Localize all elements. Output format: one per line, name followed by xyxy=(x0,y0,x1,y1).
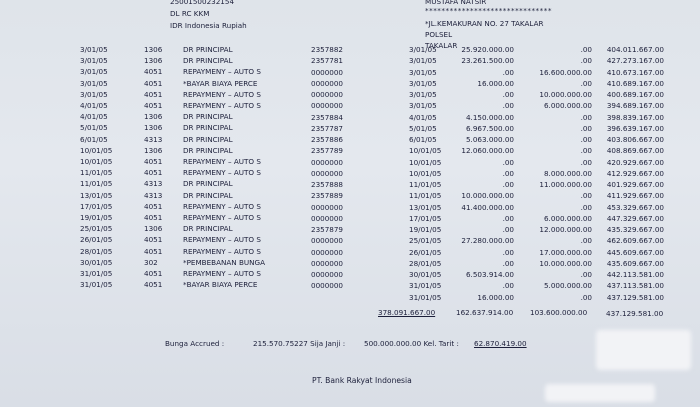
address-line-1: *JL.KEMAKURAN NO. 27 TAKALAR xyxy=(425,19,544,28)
txn-description: REPAYMENY – AUTO S xyxy=(183,157,261,166)
txn-balance: 435.609.667.00 xyxy=(606,258,664,268)
txn-balance: 427.273.167.00 xyxy=(606,56,664,66)
txn-code: 4313 xyxy=(144,134,163,144)
txn-debit: 23.261.500.00 xyxy=(461,56,514,66)
txn-debit: 10.000.000.00 xyxy=(461,191,514,201)
txn-balance: 396.639.167.00 xyxy=(606,123,664,133)
txn-value-date: 3/01/05 xyxy=(409,67,437,77)
txn-credit: .00 xyxy=(580,292,592,302)
txn-balance: 403.806.667.00 xyxy=(606,135,664,145)
txn-value-date: 3/01/05 xyxy=(409,90,437,100)
txn-code: 4051 xyxy=(144,157,163,166)
txn-code: 4051 xyxy=(144,235,163,245)
txn-credit: 10.000.000.00 xyxy=(539,90,592,100)
txn-reference: 0000000 xyxy=(311,101,344,111)
txn-balance: 437.129.581.00 xyxy=(606,292,664,302)
txn-date: 10/01/05 xyxy=(80,157,113,166)
txn-reference: 0000000 xyxy=(311,281,344,291)
txn-description: DR PRINCIPAL xyxy=(183,224,233,234)
txn-balance: 442.113.581.00 xyxy=(606,270,664,280)
txn-reference: 0000000 xyxy=(311,258,344,268)
redacted-area-bottom xyxy=(545,384,655,402)
txn-debit: .00 xyxy=(502,281,514,291)
txn-description: DR PRINCIPAL xyxy=(183,179,233,189)
txn-value-date: 4/01/05 xyxy=(409,112,437,122)
txn-code: 1306 xyxy=(144,123,163,133)
txn-value-date: 10/01/05 xyxy=(409,146,442,156)
txn-description: *BAYAR BIAYA PERCE xyxy=(183,78,258,88)
txn-credit: .00 xyxy=(580,191,592,201)
txn-value-date: 26/01/05 xyxy=(409,247,442,257)
txn-description: *PEMBEBANAN BUNGA xyxy=(183,257,265,267)
txn-code: 1306 xyxy=(144,145,163,155)
txn-debit: .00 xyxy=(502,168,514,178)
txn-credit: 11.000.000.00 xyxy=(539,180,592,190)
txn-code: 4051 xyxy=(144,78,163,88)
txn-debit: .00 xyxy=(502,247,514,257)
txn-description: DR PRINCIPAL xyxy=(183,123,233,133)
txn-code: 1306 xyxy=(144,112,163,122)
txn-value-date: 3/01/05 xyxy=(409,56,437,66)
txn-debit: 5.063.000.00 xyxy=(465,135,514,145)
txn-credit: .00 xyxy=(580,45,592,54)
txn-credit: 6.000.000.00 xyxy=(543,213,592,223)
total-debit-principal: 378.091.667.00 xyxy=(378,308,436,317)
bank-footer: PT. Bank Rakyat Indonesia xyxy=(312,376,412,385)
txn-balance: 420.929.667.00 xyxy=(606,157,664,167)
txn-description: REPAYMENY – AUTO S xyxy=(183,168,261,178)
txn-balance: 410.689.167.00 xyxy=(606,78,664,88)
txn-debit: .00 xyxy=(502,225,514,235)
txn-code: 4051 xyxy=(144,269,163,278)
txn-credit: .00 xyxy=(580,202,592,212)
bunga-accrued-value: 215.570.75227 Sija Janji : xyxy=(253,339,346,348)
txn-date: 13/01/05 xyxy=(80,190,113,200)
txn-description: DR PRINCIPAL xyxy=(183,112,233,122)
txn-value-date: 31/01/05 xyxy=(409,281,442,291)
txn-balance: 400.689.167.00 xyxy=(606,90,664,100)
branch-code: DL RC KKM xyxy=(170,9,210,18)
txn-debit: .00 xyxy=(502,180,514,190)
txn-description: DR PRINCIPAL xyxy=(183,190,233,200)
txn-description: REPAYMENY – AUTO S xyxy=(183,89,261,99)
txn-debit: .00 xyxy=(502,157,514,167)
txn-credit: 12.000.000.00 xyxy=(539,225,592,235)
txn-credit: .00 xyxy=(580,270,592,280)
address-line-2: POLSEL xyxy=(425,30,453,39)
txn-description: DR PRINCIPAL xyxy=(183,56,233,66)
address-line-3: TAKALAR xyxy=(425,41,458,50)
stars-line: ******************************* xyxy=(425,6,552,15)
txn-reference: 0000000 xyxy=(311,247,344,257)
txn-debit: 12.060.000.00 xyxy=(461,146,514,156)
txn-code: 1306 xyxy=(144,45,163,54)
txn-balance: 411.929.667.00 xyxy=(606,191,664,201)
txn-code: 4051 xyxy=(144,101,163,110)
txn-code: 4051 xyxy=(144,89,163,99)
txn-reference: 0000000 xyxy=(311,213,344,223)
txn-description: REPAYMENY – AUTO S xyxy=(183,213,261,222)
txn-description: REPAYMENY – AUTO S xyxy=(183,201,261,211)
txn-reference: 0000000 xyxy=(311,202,344,212)
txn-value-date: 19/01/05 xyxy=(409,225,442,235)
txn-date: 31/01/05 xyxy=(80,269,113,278)
txn-debit: .00 xyxy=(502,90,514,100)
txn-date: 5/01/05 xyxy=(80,123,108,133)
txn-description: REPAYMENY – AUTO S xyxy=(183,101,261,110)
txn-reference: 0000000 xyxy=(311,67,344,77)
txn-balance: 394.689.167.00 xyxy=(606,101,664,111)
txn-value-date: 13/01/05 xyxy=(409,202,442,212)
txn-reference: 2357787 xyxy=(311,123,344,133)
txn-reference: 0000000 xyxy=(311,157,344,167)
txn-value-date: 11/01/05 xyxy=(409,180,442,190)
txn-code: 4313 xyxy=(144,190,163,200)
txn-balance: 453.329.667.00 xyxy=(606,202,664,212)
txn-date: 25/01/05 xyxy=(80,224,113,234)
txn-value-date: 3/01/05 xyxy=(409,101,437,111)
txn-credit: 17.000.000.00 xyxy=(539,247,592,257)
txn-debit: .00 xyxy=(502,258,514,268)
txn-reference: 0000000 xyxy=(311,236,344,246)
txn-description: *BAYAR BIAYA PERCE xyxy=(183,280,258,290)
txn-reference: 2357789 xyxy=(311,146,344,156)
txn-reference: 2357781 xyxy=(311,56,344,66)
total-credit: 103.600.000.00 xyxy=(530,308,588,317)
txn-debit: .00 xyxy=(502,213,514,223)
txn-date: 28/01/05 xyxy=(80,246,113,256)
txn-reference: 2357884 xyxy=(311,112,344,122)
txn-credit: .00 xyxy=(580,157,592,167)
txn-date: 4/01/05 xyxy=(80,112,108,122)
txn-debit: 27.280.000.00 xyxy=(461,236,514,246)
txn-credit: 16.600.000.00 xyxy=(539,67,592,77)
txn-reference: 2357882 xyxy=(311,45,344,54)
txn-description: REPAYMENY – AUTO S xyxy=(183,235,261,245)
txn-debit: 4.150.000.00 xyxy=(465,112,514,122)
txn-balance: 410.673.167.00 xyxy=(606,67,664,77)
txn-balance: 435.329.667.00 xyxy=(606,225,664,235)
txn-balance: 437.113.581.00 xyxy=(606,281,664,291)
txn-reference: 0000000 xyxy=(311,168,344,178)
txn-value-date: 3/01/05 xyxy=(409,45,437,54)
txn-reference: 0000000 xyxy=(311,90,344,100)
txn-date: 10/01/05 xyxy=(80,145,113,155)
txn-debit: 16.000.00 xyxy=(477,292,514,302)
txn-value-date: 10/01/05 xyxy=(409,168,442,178)
txn-value-date: 6/01/05 xyxy=(409,135,437,145)
txn-code: 4051 xyxy=(144,67,163,77)
account-number: 25001500232154 xyxy=(170,0,235,6)
txn-description: REPAYMENY – AUTO S xyxy=(183,269,261,278)
total-balance: 437.129.581.00 xyxy=(606,309,664,318)
txn-debit: 16.000.00 xyxy=(477,78,514,88)
txn-credit: .00 xyxy=(580,146,592,156)
txn-reference: 0000000 xyxy=(311,270,344,280)
txn-credit: 10.000.000.00 xyxy=(539,258,592,268)
txn-credit: .00 xyxy=(580,236,592,246)
txn-debit: 25.920.000.00 xyxy=(461,45,514,54)
txn-description: DR PRINCIPAL xyxy=(183,134,233,144)
txn-credit: .00 xyxy=(580,123,592,133)
txn-date: 11/01/05 xyxy=(80,168,113,178)
txn-balance: 401.929.667.00 xyxy=(606,180,664,190)
kel-tarik-value: 62.870.419.00 xyxy=(474,339,527,348)
currency-label: IDR Indonesia Rupiah xyxy=(170,21,247,30)
txn-code: 4051 xyxy=(144,201,163,211)
txn-debit: 41.400.000.00 xyxy=(461,202,514,212)
redacted-area xyxy=(596,330,691,370)
txn-date: 3/01/05 xyxy=(80,78,108,88)
txn-credit: 5.000.000.00 xyxy=(543,281,592,291)
txn-description: REPAYMENY – AUTO S xyxy=(183,67,261,77)
sisa-janji-value: 500.000.000.00 Kel. Tarit : xyxy=(364,339,459,348)
txn-description: DR PRINCIPAL xyxy=(183,45,233,54)
txn-balance: 404.011.667.00 xyxy=(606,45,664,54)
txn-code: 302 xyxy=(144,257,158,267)
txn-balance: 408.869.667.00 xyxy=(606,146,664,156)
txn-credit: 8.000.000.00 xyxy=(543,168,592,178)
txn-description: DR PRINCIPAL xyxy=(183,145,233,155)
txn-reference: 2357888 xyxy=(311,180,344,190)
txn-code: 4051 xyxy=(144,168,163,178)
txn-code: 4051 xyxy=(144,213,163,222)
txn-description: REPAYMENY – AUTO S xyxy=(183,246,261,256)
txn-value-date: 11/01/05 xyxy=(409,191,442,201)
txn-value-date: 10/01/05 xyxy=(409,157,442,167)
txn-date: 11/01/05 xyxy=(80,179,113,189)
txn-value-date: 31/01/05 xyxy=(409,292,442,302)
txn-date: 3/01/05 xyxy=(80,89,108,99)
txn-date: 19/01/05 xyxy=(80,213,113,222)
txn-date: 31/01/05 xyxy=(80,280,113,290)
txn-debit: .00 xyxy=(502,67,514,77)
txn-balance: 398.839.167.00 xyxy=(606,112,664,122)
txn-date: 26/01/05 xyxy=(80,235,113,245)
txn-value-date: 25/01/05 xyxy=(409,236,442,246)
customer-name: MUSTAFA NATSIR xyxy=(425,0,487,6)
txn-value-date: 5/01/05 xyxy=(409,123,437,133)
txn-credit: 6.000.000.00 xyxy=(543,101,592,111)
txn-credit: .00 xyxy=(580,78,592,88)
txn-code: 4051 xyxy=(144,280,163,290)
total-debit: 162.637.914.00 xyxy=(456,308,514,317)
txn-value-date: 30/01/05 xyxy=(409,270,442,280)
txn-date: 4/01/05 xyxy=(80,101,108,110)
txn-code: 4313 xyxy=(144,179,163,189)
txn-code: 1306 xyxy=(144,224,163,234)
txn-value-date: 3/01/05 xyxy=(409,78,437,88)
txn-date: 3/01/05 xyxy=(80,45,108,54)
txn-credit: .00 xyxy=(580,112,592,122)
txn-reference: 0000000 xyxy=(311,78,344,88)
txn-balance: 447.329.667.00 xyxy=(606,213,664,223)
txn-date: 30/01/05 xyxy=(80,257,113,267)
txn-date: 3/01/05 xyxy=(80,67,108,77)
txn-credit: .00 xyxy=(580,56,592,66)
txn-value-date: 28/01/05 xyxy=(409,258,442,268)
txn-code: 4051 xyxy=(144,246,163,256)
txn-date: 6/01/05 xyxy=(80,134,108,144)
txn-reference: 2357886 xyxy=(311,135,344,145)
txn-balance: 445.609.667.00 xyxy=(606,247,664,257)
txn-code: 1306 xyxy=(144,56,163,66)
txn-date: 17/01/05 xyxy=(80,201,113,211)
txn-balance: 462.609.667.00 xyxy=(606,236,664,246)
txn-date: 3/01/05 xyxy=(80,56,108,66)
txn-credit: .00 xyxy=(580,135,592,145)
txn-debit: 6.503.914.00 xyxy=(465,270,514,280)
bunga-accrued-label: Bunga Accrued : xyxy=(165,339,225,348)
txn-reference: 2357889 xyxy=(311,191,344,201)
txn-reference: 2357879 xyxy=(311,225,344,235)
txn-balance: 412.929.667.00 xyxy=(606,168,664,178)
txn-debit: .00 xyxy=(502,101,514,111)
txn-debit: 6.967.500.00 xyxy=(465,123,514,133)
txn-value-date: 17/01/05 xyxy=(409,213,442,223)
